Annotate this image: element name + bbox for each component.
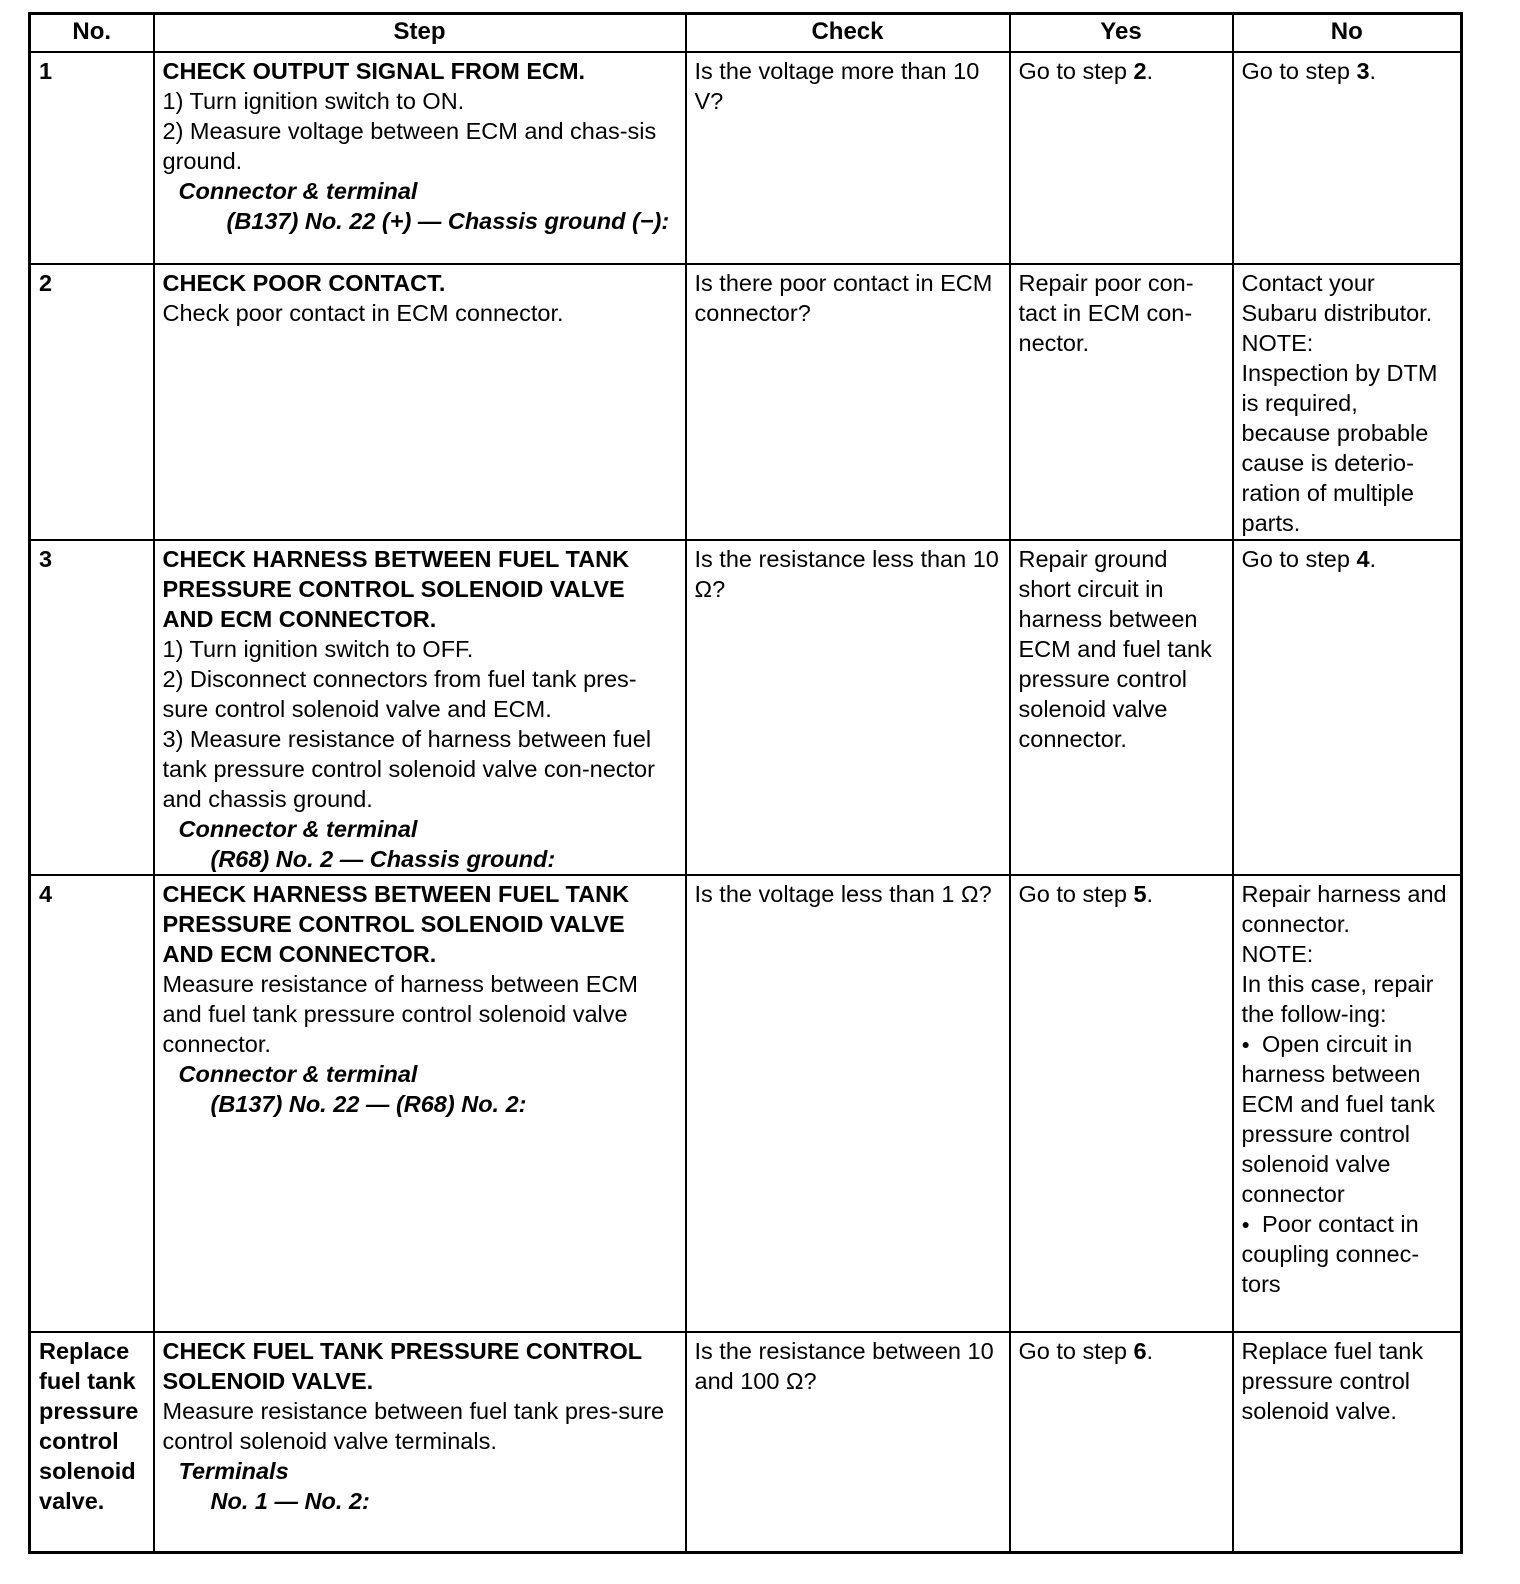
- connector-label: Connector & terminal: [178, 178, 418, 204]
- no-line: Inspection by DTM is required, because probable cause is deterio-ration of multiple parts.: [1241, 360, 1438, 536]
- step-cell: [154, 875, 686, 1332]
- yes-step-number: 2: [1133, 58, 1147, 84]
- connector-value: (B137) No. 22 — (R68) No. 2:: [210, 1091, 527, 1117]
- connector-value: (B137) No. 22 (+) — Chassis ground (−):: [226, 208, 670, 234]
- no-bullet-item: ● Poor contact in coupling connec-tors: [1242, 1209, 1453, 1299]
- row-number: 1: [30, 52, 154, 264]
- step-line: 1) Turn ignition switch to OFF.: [162, 636, 474, 662]
- table-row: [30, 52, 1462, 264]
- step-cell: [154, 264, 686, 540]
- check-cell: Is there poor contact in ECM connector?: [686, 264, 1010, 540]
- step-line: 2) Measure voltage between ECM and chas-sis ground.: [162, 118, 657, 174]
- header-no-result: No: [1233, 14, 1462, 53]
- step-line: Measure resistance between fuel tank pres-sure control solenoid valve terminals.: [162, 1398, 665, 1454]
- connector-value: No. 1 — No. 2:: [210, 1488, 370, 1514]
- no-line: Repair harness and connector.: [1241, 881, 1447, 937]
- step-line: Check poor contact in ECM connector.: [162, 300, 564, 326]
- yes-cell: [1010, 52, 1233, 264]
- diagnostic-table: [28, 12, 1463, 1554]
- step-title: CHECK HARNESS BETWEEN FUEL TANK PRESSURE CONTROL SOLENOID VALVE AND ECM CONNECTOR.: [162, 546, 630, 632]
- header-check: Check: [686, 14, 1010, 53]
- yes-suffix: .: [1146, 1338, 1154, 1364]
- step-title: CHECK OUTPUT SIGNAL FROM ECM.: [162, 58, 586, 84]
- step-title: CHECK HARNESS BETWEEN FUEL TANK PRESSURE CONTROL SOLENOID VALVE AND ECM CONNECTOR.: [162, 881, 630, 967]
- table-header-row: [30, 14, 1462, 53]
- yes-cell: [1010, 875, 1233, 1332]
- step-cell: [154, 52, 686, 264]
- header-yes: Yes: [1010, 14, 1233, 53]
- no-cell: Replace fuel tank pressure control solenoid valve.: [1233, 1332, 1462, 1553]
- yes-cell: Repair ground short circuit in harness between ECM and fuel tank pressure control solenoid valve connector.: [1010, 540, 1233, 875]
- step-line: 1) Turn ignition switch to ON.: [162, 88, 465, 114]
- yes-cell: [1010, 1332, 1233, 1553]
- no-suffix: .: [1369, 58, 1377, 84]
- step-title: CHECK FUEL TANK PRESSURE CONTROL SOLENOID VALVE.: [162, 1338, 642, 1394]
- header-no: No.: [30, 14, 154, 53]
- yes-prefix: Go to step: [1018, 58, 1134, 84]
- yes-suffix: .: [1146, 881, 1154, 907]
- yes-step-number: 5: [1133, 881, 1147, 907]
- no-cell: [1233, 264, 1462, 540]
- row-number: Replace fuel tank pressure control solenoid valve.: [30, 1332, 154, 1553]
- connector-value: (R68) No. 2 — Chassis ground:: [210, 846, 556, 872]
- no-line: NOTE:: [1241, 330, 1314, 356]
- step-cell: [154, 1332, 686, 1553]
- table-row: [30, 540, 1462, 875]
- no-prefix: Go to step: [1241, 58, 1357, 84]
- step-line: 2) Disconnect connectors from fuel tank pres-sure control solenoid valve and ECM.: [162, 666, 637, 722]
- step-line: Measure resistance of harness between ECM and fuel tank pressure control solenoid valve connector.: [162, 971, 638, 1057]
- step-line: 3) Measure resistance of harness between fuel tank pressure control solenoid valve con-nector and chassis ground.: [162, 726, 655, 812]
- no-line: NOTE:: [1241, 941, 1314, 967]
- table-row: [30, 1332, 1462, 1553]
- row-number: 2: [30, 264, 154, 540]
- connector-label: Connector & terminal: [178, 1061, 418, 1087]
- no-step-number: 3: [1356, 58, 1370, 84]
- no-cell: [1233, 875, 1462, 1332]
- row-number: 4: [30, 875, 154, 1332]
- check-cell: Is the resistance less than 10 Ω?: [686, 540, 1010, 875]
- yes-cell: Repair poor con-tact in ECM con-nector.: [1010, 264, 1233, 540]
- no-prefix: Go to step: [1241, 546, 1357, 572]
- header-step: Step: [154, 14, 686, 53]
- yes-step-number: 6: [1133, 1338, 1147, 1364]
- connector-label: Connector & terminal: [178, 816, 418, 842]
- no-bullet-item: ● Open circuit in harness between ECM and fuel tank pressure control solenoid valve connector: [1242, 1029, 1453, 1209]
- step-cell: [154, 540, 686, 875]
- table-row: [30, 264, 1462, 540]
- table-row: [30, 875, 1462, 1332]
- check-cell: Is the resistance between 10 and 100 Ω?: [686, 1332, 1010, 1553]
- connector-label: Terminals: [178, 1458, 289, 1484]
- no-line: In this case, repair the follow-ing:: [1241, 971, 1434, 1027]
- yes-prefix: Go to step: [1018, 1338, 1134, 1364]
- no-suffix: .: [1369, 546, 1377, 572]
- check-cell: Is the voltage less than 1 Ω?: [686, 875, 1010, 1332]
- row-number: 3: [30, 540, 154, 875]
- step-title: CHECK POOR CONTACT.: [162, 270, 446, 296]
- check-cell: Is the voltage more than 10 V?: [686, 52, 1010, 264]
- yes-prefix: Go to step: [1018, 881, 1134, 907]
- no-line: Contact your Subaru distributor.: [1241, 270, 1433, 326]
- yes-suffix: .: [1146, 58, 1154, 84]
- no-cell: [1233, 52, 1462, 264]
- no-step-number: 4: [1356, 546, 1370, 572]
- no-cell: [1233, 540, 1462, 875]
